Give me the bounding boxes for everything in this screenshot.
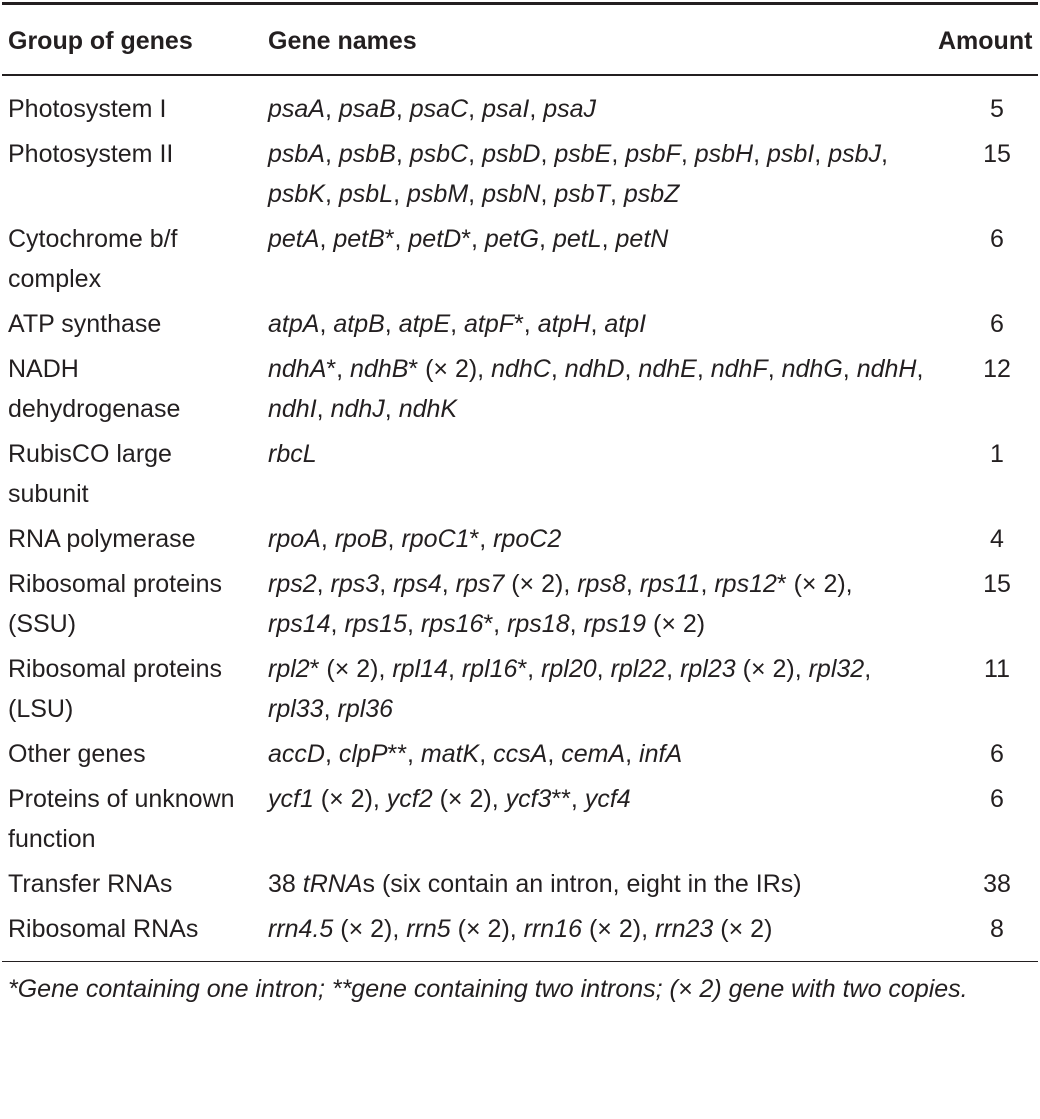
gene-separator: , — [814, 140, 829, 168]
gene-separator: , — [468, 140, 483, 168]
gene-separator: , — [540, 140, 555, 168]
gene-separator: s (six contain an intron, eight in the IRs) — [362, 870, 802, 898]
gene-name: atpE — [398, 310, 451, 338]
gene-name: ycf2 — [386, 785, 433, 813]
gene-separator: , — [395, 95, 410, 123]
gene-separator: , — [881, 140, 888, 168]
gene-separator: (× 2) — [646, 610, 706, 638]
gene-separator: , — [611, 140, 626, 168]
gene-name: psbB — [338, 140, 396, 168]
gene-name: rpl2 — [268, 655, 310, 683]
gene-separator: , — [319, 225, 334, 253]
gene-name: rps12 — [714, 570, 777, 598]
gene-name: petD — [408, 225, 462, 253]
gene-name: psbT — [554, 180, 610, 208]
gene-name: ndhC — [491, 355, 551, 383]
gene-separator: (× 2) — [713, 915, 773, 943]
gene-separator: (× 2), — [582, 915, 655, 943]
gene-separator: , — [479, 740, 494, 768]
gene-group-cell: Other genes — [8, 740, 146, 768]
gene-names-cell — [262, 433, 932, 518]
gene-name: petG — [484, 225, 540, 253]
gene-separator: , — [384, 395, 399, 423]
gene-separator: *, — [461, 225, 485, 253]
gene-names-cell — [262, 908, 932, 953]
gene-separator: , — [696, 355, 711, 383]
gene-names-cell — [262, 733, 932, 778]
gene-name: rps16 — [420, 610, 484, 638]
table-row — [2, 218, 1038, 303]
gene-separator: , — [447, 655, 462, 683]
gene-name: psbJ — [828, 140, 881, 168]
table-row — [2, 433, 1038, 518]
gene-name: rrn23 — [654, 915, 714, 943]
gene-separator: *, — [514, 310, 538, 338]
gene-name: rps2 — [268, 570, 317, 598]
gene-name: rpl33 — [268, 695, 324, 723]
gene-separator: 38 — [268, 870, 303, 898]
gene-separator: , — [569, 610, 584, 638]
gene-amount-cell: 6 — [990, 225, 1004, 253]
gene-name: petN — [615, 225, 669, 253]
gene-name: tRNA — [302, 870, 363, 898]
gene-name: petB — [333, 225, 385, 253]
table-row — [2, 778, 1038, 863]
gene-group-cell: RubisCO large subunit — [8, 440, 172, 508]
gene-names-cell — [262, 218, 932, 303]
gene-name: psaJ — [543, 95, 597, 123]
table-row — [2, 303, 1038, 348]
gene-separator: , — [324, 140, 339, 168]
table-row — [2, 648, 1038, 733]
gene-name: rrn16 — [523, 915, 583, 943]
gene-name: ndhK — [398, 395, 458, 423]
gene-name: ccsA — [493, 740, 548, 768]
gene-name: ndhF — [710, 355, 768, 383]
gene-table-container — [2, 2, 1038, 1008]
gene-name: rpl22 — [610, 655, 667, 683]
gene-name: psbK — [268, 180, 325, 208]
table-body — [2, 75, 1038, 953]
table-row — [2, 75, 1038, 133]
gene-separator: , — [319, 310, 334, 338]
gene-name: rps11 — [639, 570, 701, 598]
gene-separator: , — [864, 655, 872, 683]
gene-amount-cell: 5 — [990, 95, 1004, 123]
gene-name: psbN — [482, 180, 541, 208]
gene-name: psaA — [268, 95, 325, 123]
gene-name: atpA — [268, 310, 320, 338]
gene-group-cell: Photosystem I — [8, 95, 167, 123]
gene-name: rps15 — [344, 610, 407, 638]
gene-separator: **, — [551, 785, 585, 813]
gene-amount-cell: 4 — [990, 525, 1004, 553]
gene-separator: , — [680, 140, 695, 168]
gene-separator: , — [550, 355, 565, 383]
gene-separator: , — [666, 655, 681, 683]
gene-separator: , — [468, 95, 483, 123]
gene-separator: , — [625, 570, 640, 598]
gene-amount-cell: 15 — [983, 570, 1011, 598]
gene-separator: , — [323, 695, 338, 723]
gene-name: rps3 — [330, 570, 380, 598]
gene-separator: , — [596, 655, 611, 683]
gene-separator: *, — [384, 225, 409, 253]
gene-separator: , — [330, 610, 345, 638]
gene-separator: , — [547, 740, 562, 768]
gene-separator: , — [609, 180, 624, 208]
gene-amount-cell: 38 — [983, 870, 1011, 898]
table-row — [2, 733, 1038, 778]
gene-separator: , — [324, 95, 339, 123]
gene-separator: , — [540, 180, 555, 208]
gene-name: psbM — [407, 180, 469, 208]
gene-separator: , — [590, 310, 605, 338]
gene-group-cell: ATP synthase — [8, 310, 162, 338]
gene-name: rps19 — [583, 610, 647, 638]
gene-separator: , — [384, 310, 399, 338]
gene-name: ycf3 — [505, 785, 552, 813]
gene-amount-cell: 6 — [990, 785, 1004, 813]
gene-group-cell: Transfer RNAs — [8, 870, 173, 898]
table-footnote: *Gene containing one intron; **gene containing two introns; (× 2) gene with two copies. — [8, 975, 968, 1003]
gene-name: rrn4.5 — [268, 915, 334, 943]
gene-separator: , — [395, 140, 410, 168]
gene-separator: *, — [517, 655, 542, 683]
gene-name: petA — [268, 225, 320, 253]
gene-name: psbF — [625, 140, 681, 168]
gene-name: rpl32 — [808, 655, 865, 683]
gene-name: rps14 — [268, 610, 331, 638]
gene-separator: (× 2), — [735, 655, 809, 683]
gene-names-cell — [262, 648, 932, 733]
gene-names-cell — [262, 303, 932, 348]
gene-name: matK — [420, 740, 480, 768]
gene-table — [2, 5, 1038, 953]
gene-separator: , — [700, 570, 715, 598]
gene-name: rpoC2 — [493, 525, 562, 553]
gene-name: rps4 — [393, 570, 442, 598]
gene-name: rps7 — [455, 570, 505, 598]
gene-name: ndhE — [638, 355, 697, 383]
gene-name: ndhB — [350, 355, 409, 383]
table-row — [2, 908, 1038, 953]
gene-separator: (× 2), — [333, 915, 407, 943]
gene-name: psbL — [338, 180, 394, 208]
gene-separator: , — [324, 180, 339, 208]
gene-separator: (× 2), — [313, 785, 387, 813]
gene-names-cell — [262, 778, 932, 863]
gene-name: atpH — [537, 310, 591, 338]
gene-amount-cell: 1 — [990, 440, 1004, 468]
gene-names-cell — [262, 563, 932, 648]
gene-group-cell: Cytochrome b/f complex — [8, 225, 178, 293]
gene-separator: , — [539, 225, 553, 253]
gene-name: ndhH — [856, 355, 917, 383]
gene-name: psaB — [338, 95, 396, 123]
gene-separator: , — [316, 570, 331, 598]
gene-separator: , — [324, 740, 339, 768]
gene-group-cell: Proteins of unknown function — [8, 785, 235, 853]
gene-name: cemA — [561, 740, 626, 768]
table-header-row — [2, 5, 1038, 75]
gene-group-cell: Photosystem II — [8, 140, 174, 168]
gene-name: ndhJ — [330, 395, 385, 423]
gene-separator: , — [320, 525, 335, 553]
gene-name: psbE — [554, 140, 612, 168]
gene-name: psaC — [409, 95, 469, 123]
gene-names-cell — [262, 518, 932, 563]
gene-separator: , — [379, 570, 394, 598]
gene-separator: , — [387, 525, 402, 553]
gene-names-cell — [262, 863, 932, 908]
header-group-of-genes: Group of genes — [8, 27, 193, 55]
gene-group-cell: RNA polymerase — [8, 525, 196, 553]
gene-separator: (× 2), — [432, 785, 506, 813]
gene-name: rpl20 — [541, 655, 597, 683]
gene-separator: , — [601, 225, 616, 253]
gene-name: rpoA — [268, 525, 321, 553]
gene-name: rpl23 — [680, 655, 736, 683]
gene-amount-cell: 15 — [983, 140, 1011, 168]
gene-separator: *, — [469, 525, 494, 553]
gene-amount-cell: 12 — [983, 355, 1011, 383]
gene-name: ndhA — [268, 355, 327, 383]
gene-group-cell: Ribosomal RNAs — [8, 915, 199, 943]
gene-names-cell — [262, 75, 932, 133]
gene-separator: , — [753, 140, 768, 168]
gene-name: psbC — [409, 140, 469, 168]
gene-name: infA — [639, 740, 683, 768]
gene-names-cell — [262, 348, 932, 433]
gene-separator: *, — [326, 355, 351, 383]
gene-name: ycf4 — [584, 785, 631, 813]
gene-name: psaI — [482, 95, 530, 123]
gene-name: atpI — [604, 310, 647, 338]
table-row — [2, 863, 1038, 908]
gene-name: ycf1 — [268, 785, 314, 813]
gene-name: psbA — [268, 140, 325, 168]
gene-separator: , — [842, 355, 857, 383]
gene-group-cell: NADH dehydrogenase — [8, 355, 181, 423]
gene-name: ndhD — [564, 355, 625, 383]
gene-amount-cell: 6 — [990, 310, 1004, 338]
gene-name: psbI — [767, 140, 815, 168]
gene-name: atpF — [464, 310, 515, 338]
header-gene-names: Gene names — [268, 27, 417, 55]
gene-name: accD — [268, 740, 325, 768]
gene-separator: *, — [483, 610, 508, 638]
gene-amount-cell: 11 — [984, 655, 1010, 683]
table-row — [2, 563, 1038, 648]
gene-separator: , — [624, 355, 639, 383]
table-row — [2, 133, 1038, 218]
gene-name: rpoC1 — [401, 525, 470, 553]
gene-separator: , — [441, 570, 456, 598]
gene-separator: * (× 2), — [408, 355, 492, 383]
gene-separator: , — [407, 610, 421, 638]
header-amount: Amount — [938, 27, 1033, 55]
gene-name: petL — [552, 225, 602, 253]
gene-separator: **, — [387, 740, 421, 768]
gene-name: clpP — [338, 740, 388, 768]
gene-separator: , — [529, 95, 544, 123]
gene-amount-cell: 8 — [990, 915, 1004, 943]
gene-name: psbD — [482, 140, 541, 168]
gene-separator: , — [468, 180, 483, 208]
table-row — [2, 518, 1038, 563]
gene-name: psbZ — [623, 180, 680, 208]
gene-group-cell: Ribosomal proteins (LSU) — [8, 655, 222, 723]
gene-name: rpl36 — [337, 695, 394, 723]
gene-separator: , — [625, 740, 640, 768]
gene-name: ndhI — [268, 395, 317, 423]
gene-name: rpl16 — [461, 655, 518, 683]
gene-name: rbcL — [268, 440, 317, 468]
gene-name: rpoB — [334, 525, 388, 553]
table-row — [2, 348, 1038, 433]
gene-separator: * (× 2), — [776, 570, 853, 598]
gene-name: atpB — [333, 310, 385, 338]
gene-name: ndhG — [781, 355, 843, 383]
gene-separator: , — [316, 395, 331, 423]
gene-name: rrn5 — [406, 915, 451, 943]
gene-separator: (× 2), — [504, 570, 578, 598]
gene-separator: , — [916, 355, 924, 383]
gene-name: psbH — [694, 140, 754, 168]
gene-amount-cell: 6 — [990, 740, 1004, 768]
gene-separator: * (× 2), — [309, 655, 393, 683]
gene-separator: , — [767, 355, 782, 383]
gene-name: rpl14 — [392, 655, 448, 683]
gene-names-cell — [262, 133, 932, 218]
gene-separator: (× 2), — [450, 915, 524, 943]
gene-group-cell: Ribosomal proteins (SSU) — [8, 570, 222, 638]
gene-separator: , — [393, 180, 408, 208]
gene-separator: , — [450, 310, 465, 338]
gene-name: rps18 — [507, 610, 570, 638]
gene-name: rps8 — [577, 570, 626, 598]
